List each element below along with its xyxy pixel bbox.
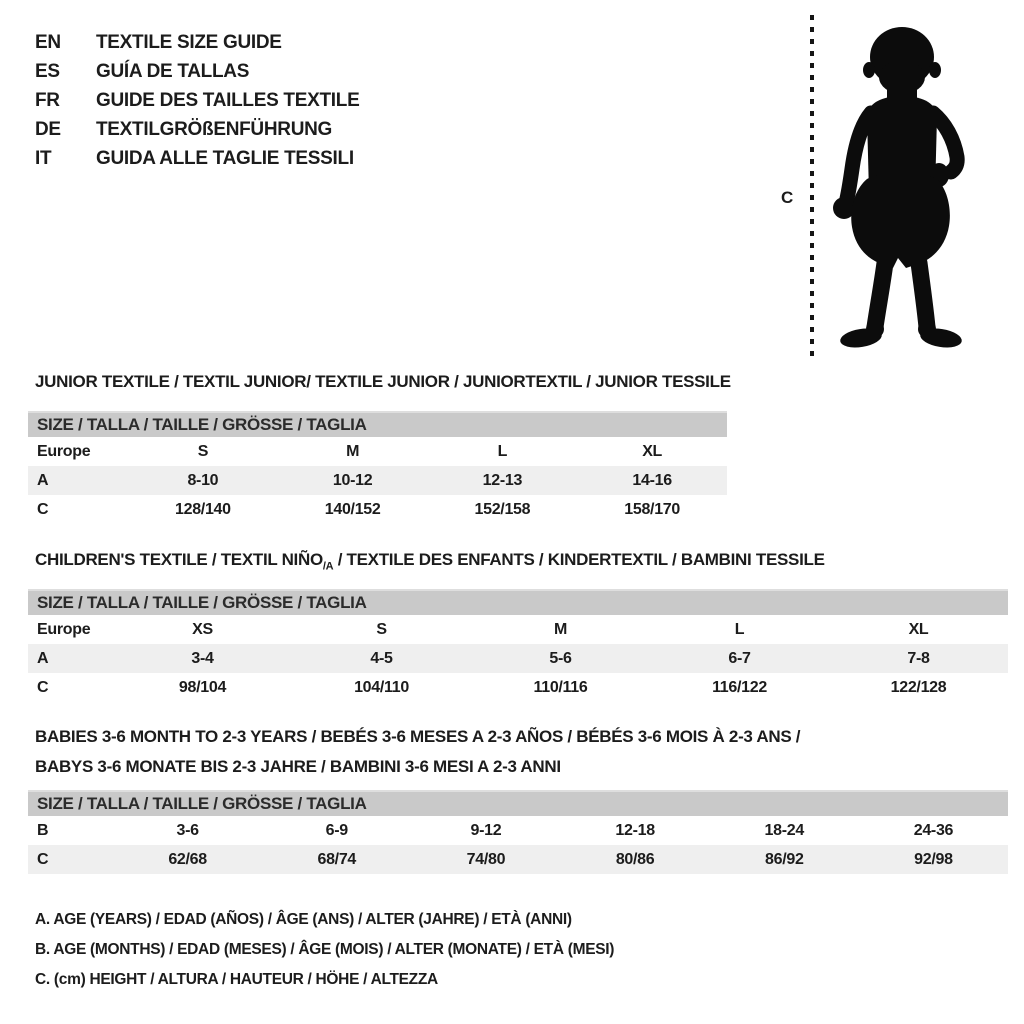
- cell: 80/86: [615, 850, 655, 868]
- row-label: C: [37, 850, 49, 868]
- row-label: Europe: [37, 442, 91, 460]
- lang-code: ES: [35, 60, 60, 82]
- table-row: [28, 466, 727, 495]
- legend-line-b: B. AGE (MONTHS) / EDAD (MESES) / ÂGE (MOIS) / ALTER (MONATE) / ETÀ (MESI): [35, 941, 615, 958]
- heading-part: CHILDREN'S TEXTILE / TEXTIL NIÑO: [35, 550, 323, 569]
- language-list: [35, 28, 359, 173]
- junior-size-header-bar: SIZE / TALLA / TAILLE / GRÖSSE / TAGLIA: [28, 411, 727, 437]
- row-label: C: [37, 678, 49, 696]
- cell: 140/152: [324, 500, 381, 518]
- cell: 152/158: [474, 500, 531, 518]
- cell: XS: [192, 620, 213, 638]
- cell: 110/116: [533, 678, 588, 696]
- babies-size-header-bar: SIZE / TALLA / TAILLE / GRÖSSE / TAGLIA: [28, 790, 1008, 816]
- cell: 12-13: [482, 471, 523, 489]
- lang-row-en: [35, 28, 359, 57]
- cell: 18-24: [764, 821, 804, 839]
- row-label: A: [37, 649, 49, 667]
- cell: 116/122: [712, 678, 767, 696]
- lang-title: GUIDA ALLE TAGLIE TESSILI: [96, 147, 354, 169]
- cell: 122/128: [890, 678, 947, 696]
- lang-title: TEXTILE SIZE GUIDE: [96, 31, 282, 53]
- legend: [35, 905, 614, 995]
- cell: L: [497, 442, 508, 460]
- lang-row-de: [35, 115, 359, 144]
- row-label: B: [37, 821, 49, 839]
- row-label: C: [37, 500, 49, 518]
- lang-code: IT: [35, 147, 52, 169]
- cell: 158/170: [624, 500, 680, 518]
- cell: 9-12: [470, 821, 502, 839]
- legend-line-a: A. AGE (YEARS) / EDAD (AÑOS) / ÂGE (ANS) / ALTER (JAHRE) / ETÀ (ANNI): [35, 911, 572, 928]
- cell: 6-9: [325, 821, 348, 839]
- cell: 62/68: [168, 850, 207, 868]
- cell: 24-36: [913, 821, 954, 839]
- cell: 6-7: [728, 649, 751, 667]
- toddler-body: [833, 27, 963, 350]
- cell: S: [376, 620, 387, 638]
- cell: 8-10: [187, 471, 219, 489]
- table-row: [28, 437, 727, 466]
- row-label: Europe: [37, 620, 91, 638]
- cell: M: [553, 620, 568, 638]
- cell: S: [197, 442, 209, 460]
- lang-title: GUÍA DE TALLAS: [96, 60, 250, 82]
- cell: 86/92: [765, 850, 804, 868]
- lang-code: DE: [35, 118, 61, 140]
- lang-row-fr: [35, 86, 359, 115]
- cell: 4-5: [370, 649, 393, 667]
- lang-row-it: [35, 144, 359, 173]
- cell: 10-12: [332, 471, 373, 489]
- figure-measure-label: C: [781, 188, 793, 207]
- children-size-table: [28, 589, 1008, 702]
- heading-subscript: /A: [322, 560, 334, 573]
- legend-line-c: C. (cm) HEIGHT / ALTURA / HAUTEUR / HÖHE / ALTEZZA: [35, 971, 438, 988]
- cell: 98/104: [178, 678, 227, 696]
- toddler-silhouette-icon: [775, 5, 985, 365]
- babies-size-table: [28, 790, 1008, 874]
- cell: L: [734, 620, 745, 638]
- lang-code: EN: [35, 31, 61, 53]
- table-row: [28, 845, 1008, 874]
- lang-row-es: [35, 57, 359, 86]
- lang-title: GUIDE DES TAILLES TEXTILE: [96, 89, 360, 111]
- height-measure-figure: [775, 5, 985, 365]
- children-section-heading: [35, 550, 825, 572]
- table-row: [28, 495, 727, 524]
- row-label: A: [37, 471, 49, 489]
- table-row: [28, 673, 1008, 702]
- lang-title: TEXTILGRÖßENFÜHRUNG: [96, 118, 333, 140]
- cell: 7-8: [907, 649, 930, 667]
- lang-code: FR: [35, 89, 60, 111]
- cell: 3-4: [191, 649, 214, 667]
- cell: 5-6: [549, 649, 572, 667]
- cell: 3-6: [176, 821, 199, 839]
- junior-size-table: [28, 411, 727, 524]
- cell: 104/110: [354, 678, 409, 696]
- table-row: [28, 615, 1008, 644]
- babies-heading-line1: BABIES 3-6 MONTH TO 2-3 YEARS / BEBÉS 3-6 MESES A 2-3 AÑOS / BÉBÉS 3-6 MOIS À 2-3 ANS /: [35, 727, 801, 746]
- cell: 14-16: [632, 471, 672, 489]
- cell: 12-18: [615, 821, 655, 839]
- babies-heading-line2: BABYS 3-6 MONATE BIS 2-3 JAHRE / BAMBINI 3-6 MESI A 2-3 ANNI: [35, 757, 561, 776]
- heading-part: / TEXTILE DES ENFANTS / KINDERTEXTIL / BAMBINI TESSILE: [333, 550, 825, 569]
- cell: 92/98: [914, 850, 953, 868]
- cell: 74/80: [466, 850, 506, 868]
- cell: XL: [908, 620, 929, 638]
- children-size-header-bar: SIZE / TALLA / TAILLE / GRÖSSE / TAGLIA: [28, 589, 1008, 615]
- cell: 128/140: [175, 500, 231, 518]
- babies-section-heading: [35, 722, 800, 782]
- table-row: [28, 816, 1008, 845]
- cell: XL: [642, 442, 663, 460]
- table-row: [28, 644, 1008, 673]
- junior-section-heading: JUNIOR TEXTILE / TEXTIL JUNIOR/ TEXTILE JUNIOR / JUNIORTEXTIL / JUNIOR TESSILE: [35, 372, 731, 391]
- cell: M: [346, 442, 360, 460]
- cell: 68/74: [317, 850, 357, 868]
